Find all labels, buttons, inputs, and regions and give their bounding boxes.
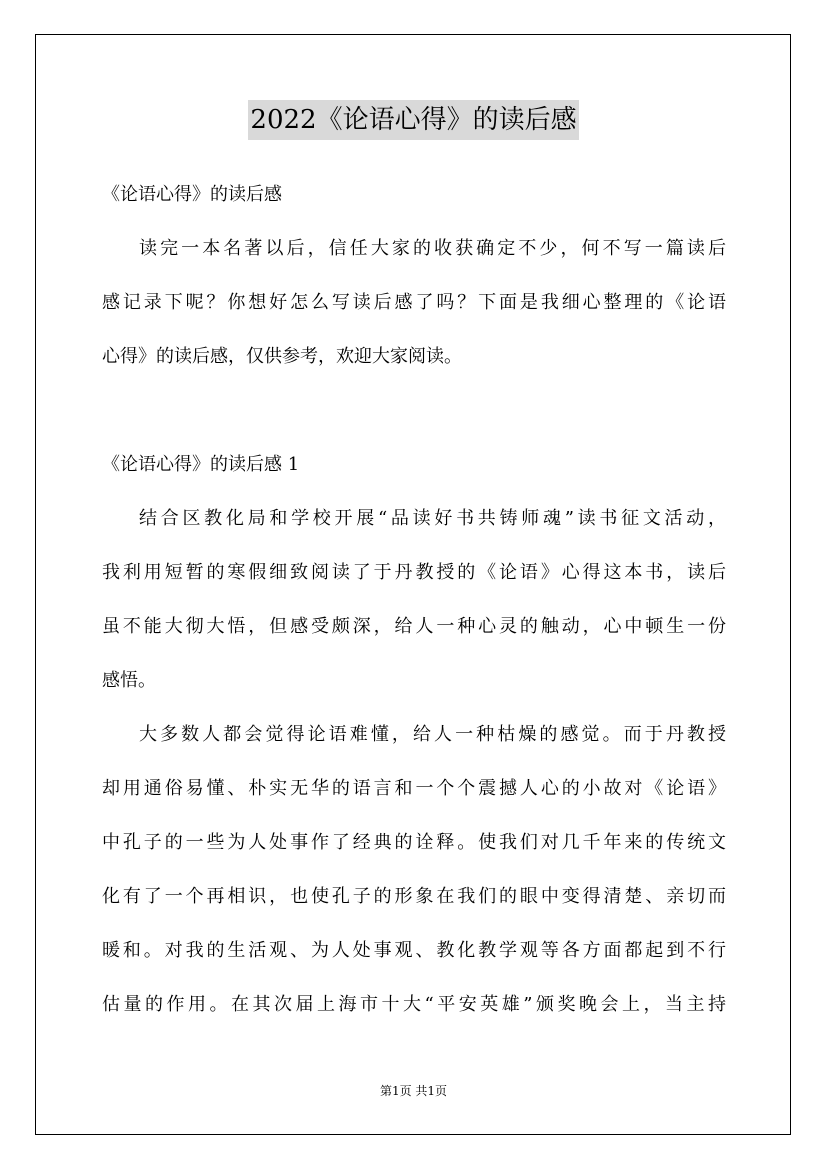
paragraph-line: 我利用短暂的寒假细致阅读了于丹教授的《论语》心得这本书，读后 [102, 562, 726, 583]
document-title: 2022《论语心得》的读后感 [248, 100, 578, 140]
paragraph-line: 化有了一个再相识，也使孔子的形象在我们的眼中变得清楚、亲切而 [102, 886, 726, 907]
paragraph-line: 结合区教化局和学校开展“品读好书共铸师魂”读书征文活动， [139, 508, 726, 529]
paragraph-line: 虽不能大彻大悟，但感受颇深，给人一种心灵的触动，心中顿生一份 [102, 616, 726, 637]
page-footer: 第1页 共1页 [379, 1084, 448, 1098]
title-container [0, 100, 827, 140]
document-subtitle: 《论语心得》的读后感 [102, 184, 282, 205]
paragraph-line: 估量的作用。在其次届上海市十大“平安英雄”颁奖晚会上，当主持 [102, 994, 726, 1015]
paragraph-line: 却用通俗易懂、朴实无华的语言和一个个震撼人心的小故对《论语》 [102, 778, 726, 799]
paragraph-line: 感悟。 [102, 670, 156, 691]
paragraph-line: 大多数人都会觉得论语难懂，给人一种枯燥的感觉。而于丹教授 [139, 724, 726, 745]
paragraph-line: 中孔子的一些为人处事作了经典的诠释。使我们对几千年来的传统文 [102, 832, 726, 853]
intro-line: 心得》的读后感，仅供参考，欢迎大家阅读。 [102, 346, 462, 367]
section-heading: 《论语心得》的读后感 1 [102, 454, 300, 475]
paragraph-line: 暖和。对我的生活观、为人处事观、教化教学观等各方面都起到不行 [102, 940, 726, 961]
intro-line: 感记录下呢？你想好怎么写读后感了吗？下面是我细心整理的《论语 [102, 292, 726, 313]
intro-line: 读完一本名著以后，信任大家的收获确定不少，何不写一篇读后 [139, 238, 726, 259]
